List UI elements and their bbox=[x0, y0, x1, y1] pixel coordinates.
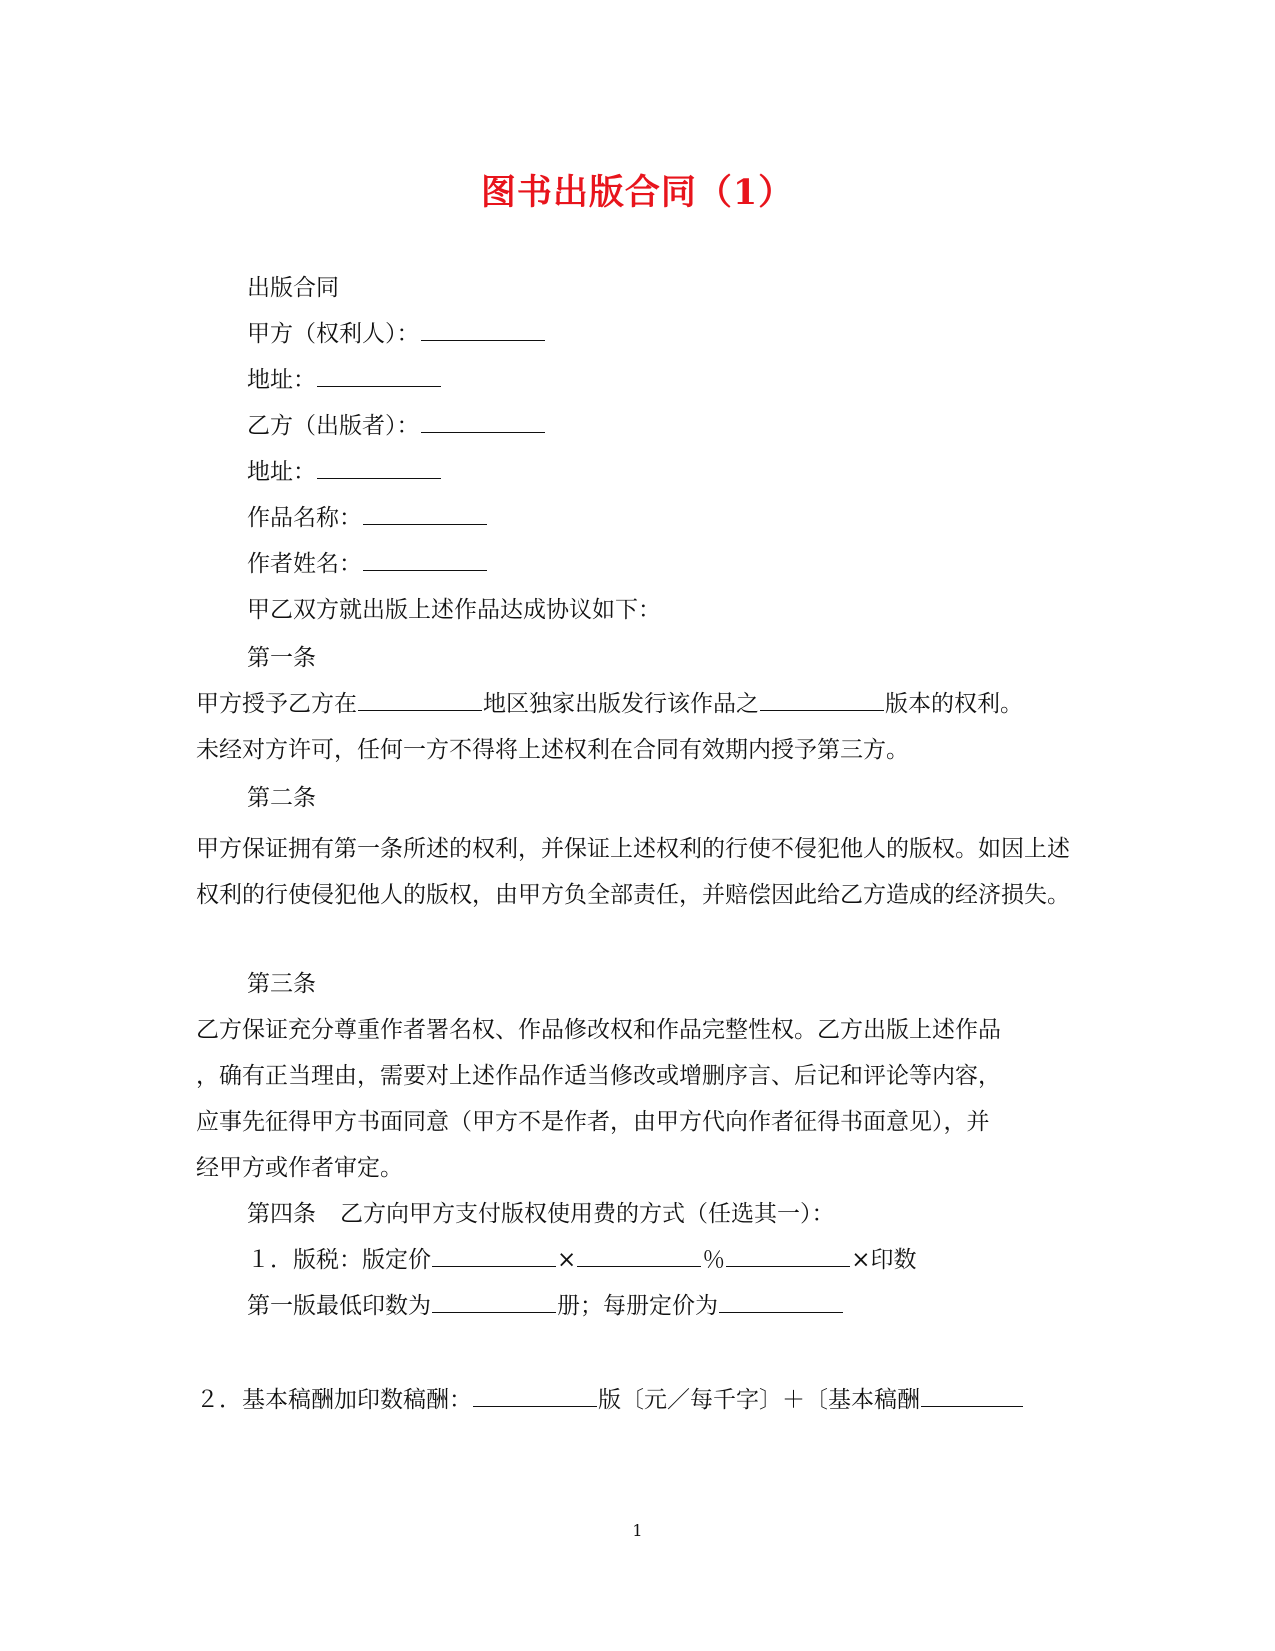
party-b-line bbox=[247, 408, 546, 444]
party-a-address-blank bbox=[317, 362, 441, 387]
royalty-option-line bbox=[247, 1242, 917, 1278]
percent-sign: ％ bbox=[702, 1247, 726, 1273]
contract-label: 出版合同 bbox=[247, 275, 339, 301]
author-name-label: 作者姓名： bbox=[247, 551, 362, 577]
party-b-blank bbox=[421, 408, 545, 433]
min-print-blank bbox=[432, 1288, 556, 1313]
author-name-blank bbox=[363, 546, 487, 571]
article-1-text-2: 地区独家出版发行该作品之 bbox=[483, 691, 759, 717]
party-a-line bbox=[247, 316, 546, 352]
times-sign: × bbox=[557, 1247, 577, 1273]
article-4-heading: 第四条 bbox=[247, 1201, 316, 1227]
work-name-blank bbox=[363, 500, 487, 525]
unit-price-label: 册；每册定价为 bbox=[557, 1293, 718, 1319]
min-print-line bbox=[247, 1288, 844, 1324]
page-number: 1 bbox=[632, 1521, 643, 1540]
base-fee-blank bbox=[473, 1382, 597, 1407]
price-blank bbox=[432, 1242, 556, 1267]
royalty-option-label: １．版税：版定价 bbox=[247, 1247, 431, 1273]
min-print-label: 第一版最低印数为 bbox=[247, 1293, 431, 1319]
party-b-address-label: 地址： bbox=[247, 459, 316, 485]
party-b-address-blank bbox=[317, 454, 441, 479]
party-a-label: 甲方（权利人）： bbox=[247, 321, 420, 347]
article-4-heading-line bbox=[247, 1196, 835, 1232]
base-fee-label: ２．基本稿酬加印数稿酬： bbox=[196, 1387, 472, 1413]
work-name-line bbox=[247, 500, 488, 536]
party-a-address-line bbox=[247, 362, 442, 398]
agreement-line: 甲乙双方就出版上述作品达成协议如下： bbox=[247, 597, 661, 623]
base-fee-end-blank bbox=[921, 1382, 1023, 1407]
article-3-line-1: 乙方保证充分尊重作者署名权、作品修改权和作品完整性权。乙方出版上述作品 bbox=[196, 1017, 1001, 1043]
base-fee-formula: 版〔元／每千字〕＋〔基本稿酬 bbox=[598, 1387, 920, 1413]
party-a-blank bbox=[421, 316, 545, 341]
author-name-line bbox=[247, 546, 488, 582]
article-4-title: 乙方向甲方支付版权使用费的方式（任选其一）： bbox=[340, 1201, 835, 1227]
region-blank bbox=[358, 686, 482, 711]
work-name-label: 作品名称： bbox=[247, 505, 362, 531]
article-1-line-1 bbox=[196, 686, 1023, 722]
document-title: 图书出版合同（1） bbox=[480, 172, 795, 213]
article-3-line-3: 应事先征得甲方书面同意（甲方不是作者，由甲方代向作者征得书面意见），并 bbox=[196, 1109, 990, 1135]
article-1-line-2: 未经对方许可，任何一方不得将上述权利在合同有效期内授予第三方。 bbox=[196, 737, 909, 763]
edition-blank bbox=[760, 686, 884, 711]
article-1-text-3: 版本的权利。 bbox=[885, 691, 1023, 717]
article-3-line-4: 经甲方或作者审定。 bbox=[196, 1155, 403, 1181]
article-2-heading: 第二条 bbox=[247, 785, 316, 811]
royalty-blank bbox=[726, 1242, 850, 1267]
base-fee-option-line bbox=[196, 1382, 1024, 1418]
article-1-text-1: 甲方授予乙方在 bbox=[196, 691, 357, 717]
party-b-address-line bbox=[247, 454, 442, 490]
article-1-heading: 第一条 bbox=[247, 645, 316, 671]
article-3-heading: 第三条 bbox=[247, 971, 316, 997]
unit-price-blank bbox=[719, 1288, 843, 1313]
royalty-end: ×印数 bbox=[851, 1247, 917, 1273]
party-a-address-label: 地址： bbox=[247, 367, 316, 393]
rate-blank bbox=[577, 1242, 701, 1267]
party-b-label: 乙方（出版者）： bbox=[247, 413, 420, 439]
article-3-line-2: ，确有正当理由，需要对上述作品作适当修改或增删序言、后记和评论等内容， bbox=[196, 1063, 1001, 1089]
article-2-text: 甲方保证拥有第一条所述的权利，并保证上述权利的行使不侵犯他人的版权。如因上述权利的行使侵犯他人的版权，由甲方负全部责任，并赔偿因此给乙方造成的经济损失。 bbox=[196, 836, 1070, 908]
